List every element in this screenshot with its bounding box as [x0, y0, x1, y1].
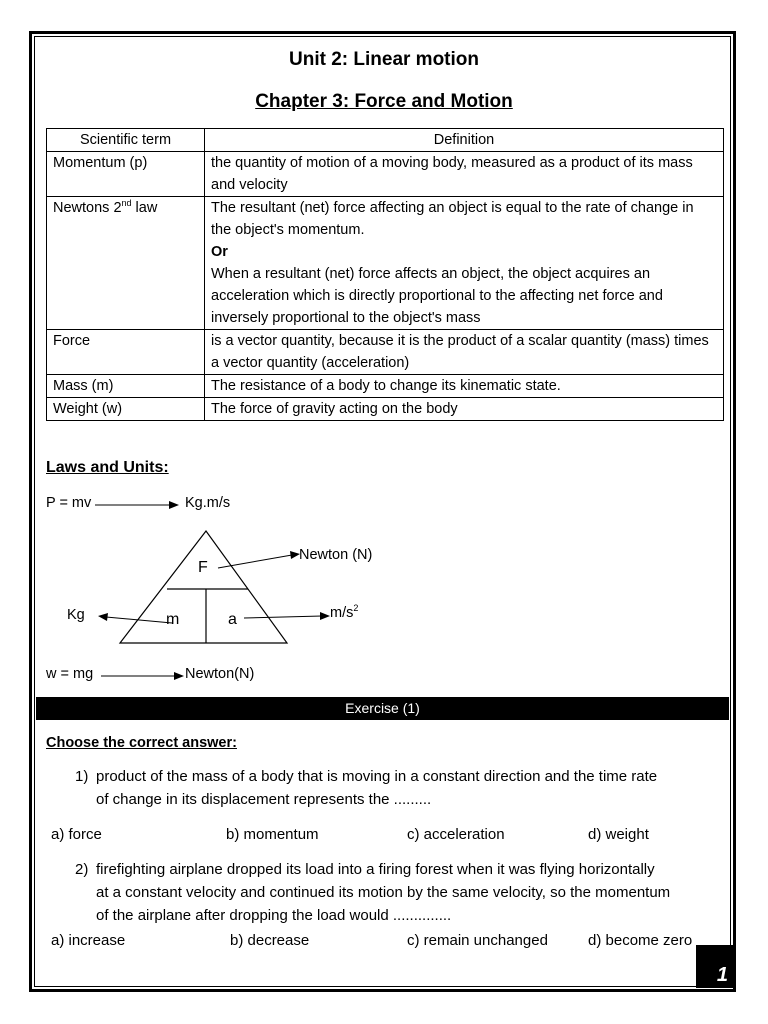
definition-part-2: When a resultant (net) force affects an object, the object acquires an acceleration which is directly proportional to the affecting net force and inversely proportional to the object's mass — [211, 266, 663, 326]
table-row — [47, 197, 724, 330]
terms-table — [46, 128, 724, 421]
term-superscript: nd — [121, 198, 132, 209]
question-line: of change in its displacement represents the ......... — [96, 791, 432, 808]
triangle-outline — [120, 531, 287, 643]
accel-unit-base: m/s — [330, 605, 354, 621]
exercise-title-bar: Exercise (1) — [36, 697, 729, 720]
exercise-instruction: Choose the correct answer: — [46, 735, 237, 751]
question-text — [96, 858, 736, 927]
term-cell: Mass (m) — [47, 375, 205, 398]
laws-heading: Laws and Units: — [46, 459, 169, 476]
weight-formula: w = mg — [46, 666, 94, 682]
term-cell: Force — [47, 330, 205, 375]
question-text — [96, 765, 736, 811]
question-line: at a constant velocity and continued its motion by the same velocity, so the momentum — [96, 884, 671, 901]
force-triangle-diagram — [40, 520, 460, 660]
weight-arrow — [101, 669, 186, 683]
unit-title: Unit 2: Linear motion — [289, 49, 479, 70]
force-unit-arrow — [218, 555, 292, 568]
question-number: 2) — [75, 861, 89, 878]
table-row — [47, 330, 724, 375]
question-line: of the airplane after dropping the load would .............. — [96, 907, 452, 924]
term-cell: Momentum (p) — [47, 152, 205, 197]
accel-unit-exponent: 2 — [353, 603, 359, 614]
option-d[interactable]: d) become zero — [588, 932, 693, 949]
table-row — [47, 152, 724, 197]
accel-unit-arrow — [244, 616, 322, 618]
table-row — [47, 398, 724, 421]
option-d[interactable]: d) weight — [588, 826, 649, 843]
question-number: 1) — [75, 768, 89, 785]
momentum-formula: P = mv — [46, 495, 92, 511]
accel-unit — [330, 605, 358, 621]
question-line: product of the mass of a body that is moving in a constant direction and the time rate — [96, 768, 658, 785]
definition-or: Or — [211, 244, 228, 260]
question-line: firefighting airplane dropped its load into a firing forest when it was flying horizontally — [96, 861, 655, 878]
force-unit: Newton (N) — [299, 547, 373, 563]
chapter-title: Chapter 3: Force and Motion — [255, 91, 513, 112]
definition-cell: The resistance of a body to change its kinematic state. — [205, 375, 724, 398]
option-a[interactable]: a) force — [51, 826, 102, 843]
column-header-definition: Definition — [205, 129, 724, 152]
table-header-row — [47, 129, 724, 152]
term-cell — [47, 197, 205, 330]
option-b[interactable]: b) decrease — [230, 932, 310, 949]
definition-cell: the quantity of motion of a moving body, measured as a product of its mass and velocity — [205, 152, 724, 197]
mass-unit: Kg — [67, 607, 85, 623]
option-a[interactable]: a) increase — [51, 932, 126, 949]
momentum-arrow — [95, 498, 180, 512]
triangle-force-label: F — [198, 559, 208, 576]
momentum-unit: Kg.m/s — [185, 495, 231, 511]
option-c[interactable]: c) acceleration — [407, 826, 505, 843]
table-row — [47, 375, 724, 398]
page-number: 1 — [696, 945, 733, 988]
term-cell: Weight (w) — [47, 398, 205, 421]
definition-cell — [205, 197, 724, 330]
weight-unit: Newton(N) — [185, 666, 255, 682]
column-header-term: Scientific term — [47, 129, 205, 152]
definition-cell: is a vector quantity, because it is the product of a scalar quantity (mass) times a vector quantity (acceleration) — [205, 330, 724, 375]
triangle-mass-label: m — [166, 611, 180, 628]
option-b[interactable]: b) momentum — [226, 826, 319, 843]
definition-cell: The force of gravity acting on the body — [205, 398, 724, 421]
term-text: Newtons 2 — [53, 200, 122, 216]
definition-part-1: The resultant (net) force affecting an object is equal to the rate of change in the object's momentum. — [211, 200, 694, 238]
term-text-suffix: law — [131, 200, 158, 216]
option-c[interactable]: c) remain unchanged — [407, 932, 548, 949]
triangle-accel-label: a — [228, 611, 237, 628]
